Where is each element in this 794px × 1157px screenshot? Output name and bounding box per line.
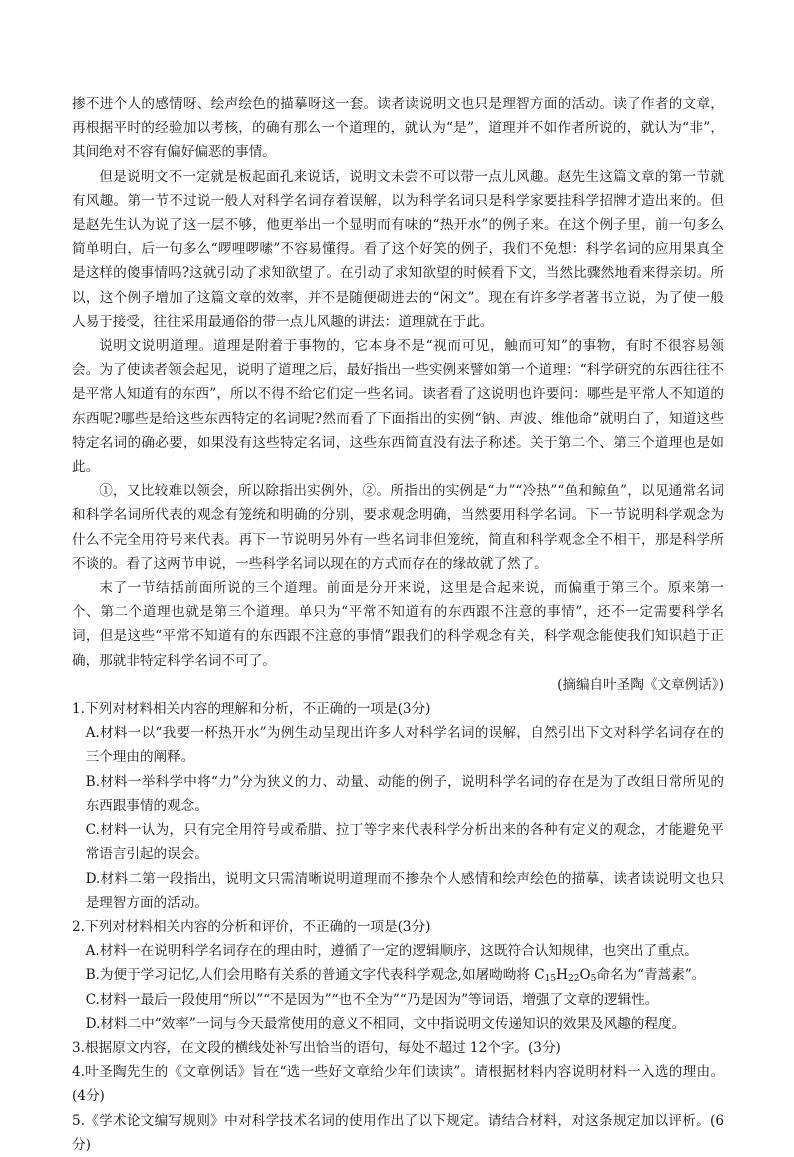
formula-element: O [579, 967, 591, 984]
formula-subscript: 15 [544, 974, 557, 985]
question-stem: 2.下列对材料相关内容的分析和评价，不正确的一项是(3分) [72, 918, 431, 935]
question-option: C.材料一最后一段使用“所以”“不是因为”“也不全为”“乃是因为”等词语，增强了文章的逻辑性。 [85, 991, 659, 1008]
article-source: (摘编自叶圣陶《文章例话》) [557, 676, 724, 693]
option-text: 命名为“青蒿素”。 [596, 967, 706, 984]
option-text: B.为便于学习记忆,人们会用略有关系的普通文字代表科学观念,如屠呦呦将 C [85, 967, 545, 984]
question-1 [72, 697, 724, 915]
question-2 [72, 915, 724, 1036]
question-stem: 1.下列对材料相关内容的理解和分析，不正确的一项是(3分) [72, 701, 431, 718]
article-paragraph: 但是说明文不一定就是板起面孔来说话，说明文未尝不可以带一点儿风趣。赵先生这篇文章的第一节就有风趣。第一节不过说一般人对科学名词存着误解，以为科学名词只是科学家要挂科学招牌才造出来的。但是赵先生认为说了这一层不够，他更举出一个显明而有味的“热开水”的例子来。在这个例子里，前一句多么简单明白，后一句多么“啰哩啰嗦”不容易懂得。看了这个好笑的例子，我们不免想：科学名词的应用果真全是这样的傻事情吗?这就引动了求知欲望了。在引动了求知欲望的时候看下文，当然比骤然地看来得亲切。所以，这个例子增加了这篇文章的效率，并不是随便砌进去的“闲文”。现在有许多学者著书立说，为了使一般人易于接受，往往采用最通俗的带一点儿风趣的讲法：道理就在于此。 [72, 168, 724, 330]
formula-subscript: 5 [590, 974, 597, 985]
article-paragraph: 说明文说明道理。道理是附着于事物的，它本身不是“视而可见，触而可知”的事物，有时不很容易领会。为了使读者领会起见，说明了道理之后，最好指出一些实例来譬如第一个道理：“科学研究的东西往往不是平常人知道有的东西”，所以不得不给它们定一些名词。读者看了这说明也许要问：哪些是平常人不知道的东西呢?哪些是给这些东西特定的名词呢?然而看了下面指出的实例“钠、声波、维他命”就明白了，知道这些特定名词的确必要，如果没有这些特定名词，这些东西简直没有法子称述。关于第二个、第三个道理也是如此。 [72, 338, 724, 476]
formula-element: H [556, 967, 568, 984]
question-option: A.材料一以“我要一杯热开水”为例生动呈现出许多人对科学名词的误解，自然引出下文对科学名词存在的三个理由的阐释。 [85, 725, 724, 766]
article-paragraph: ①，又比较难以领会，所以除指出实例外，②。所指出的实例是“力”“冷热”“鱼和鲸鱼”，以见通常名词和科学名词所代表的观念有笼统和明确的分别，要求观念明确，当然要用科学名词。下一节说明科学观念为什么不完全用符号来代表。再下一节说明另外有一些名词非但笼统，简直和科学观念全不相干，那是科学所不谈的。看了这两节申说，一些科学名词以现在的方式而存在的缘故就了然了。 [72, 483, 724, 572]
question-option: D.材料二第一段指出，说明文只需清晰说明道理而不掺杂个人感情和绘声绘色的描摹，读者读说明文也只是理智方面的活动。 [85, 870, 724, 911]
article-paragraph: 掺不进个人的感情呀、绘声绘色的描摹呀这一套。读者读说明文也只是理智方面的活动。读了作者的文章，再根据平时的经验加以考核，的确有那么一个道理的，就认为“是”，道理并不如作者所说的，就认为“非”，其间绝对不容有偏好偏恶的事情。 [72, 96, 724, 161]
question-option-b [72, 963, 724, 987]
question-option: A.材料一在说明科学名词存在的理由时，遵循了一定的逻辑顺序，这既符合认知规律，也突出了重点。 [85, 943, 698, 960]
question-option: D.材料二中“效率”一词与今天最常使用的意义不相同，文中指说明文传递知识的效果及风趣的程度。 [85, 1015, 686, 1032]
question-4: 4.叶圣陶先生的《文章例话》旨在“选一些好文章给少年们读读”。请根据材料内容说明材料一入选的理由。(4分) [72, 1064, 724, 1105]
article-body [72, 92, 724, 697]
question-5: 5.《学术论文编写规则》中对科学技术名词的使用作出了以下规定。请结合材料，对这条规定加以评析。(6分) [72, 1112, 724, 1153]
formula-subscript: 22 [568, 974, 580, 985]
question-option: C.材料一认为，只有完全用符号或希腊、拉丁等字来代表科学分析出来的各种有定义的观念，才能避免平常语言引起的误会。 [85, 822, 724, 863]
question-option: B.材料一举科学中将“力”分为狭义的力、动量、动能的例子，说明科学名词的存在是为了改组日常所见的东西跟事情的观念。 [85, 773, 724, 814]
question-3: 3.根据原文内容，在文段的横线处补写出恰当的语句，每处不超过 12个字。(3分) [72, 1039, 561, 1056]
article-paragraph: 末了一节结括前面所说的三个道理。前面是分开来说，这里是合起来说，而偏重于第三个。原来第一个、第二个道理也就是第三个道理。单只为“平常不知道有的东西跟不注意的事情”，还不一定需要科学名词，但是这些“平常不知道有的东西跟不注意的事情”跟我们的科学观念有关，科学观念能使我们知识趋于正确，那就非特定科学名词不可了。 [72, 580, 724, 669]
